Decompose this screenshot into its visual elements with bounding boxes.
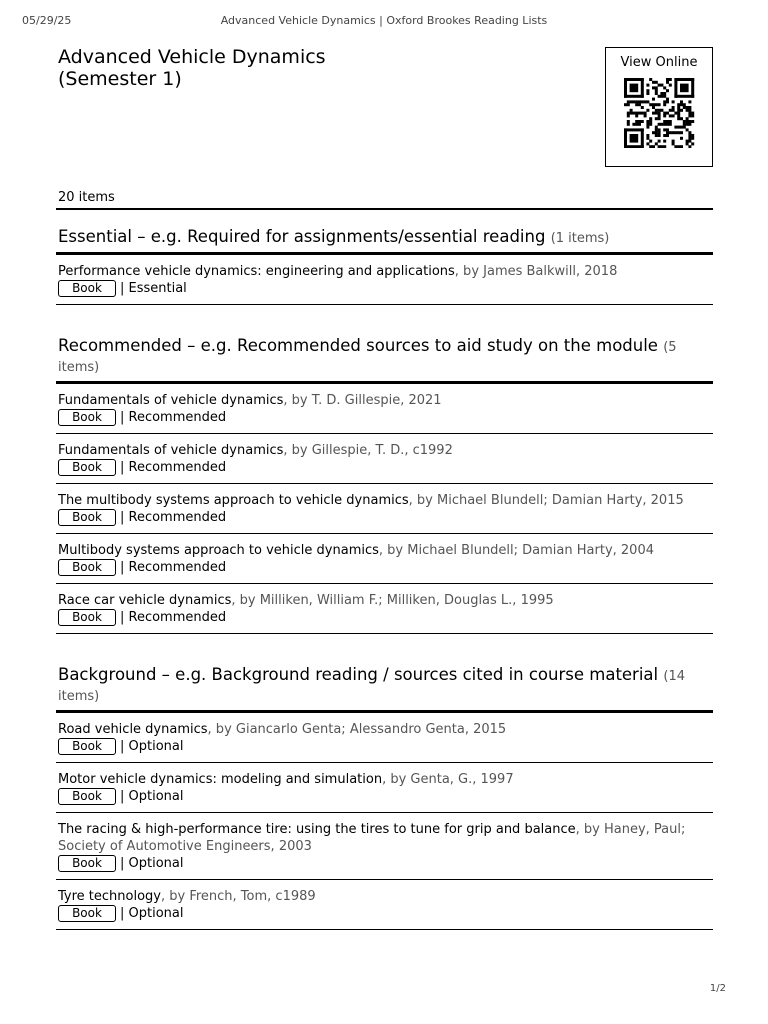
item-author: , by Milliken, William F.; Milliken, Douglas L., 1995 bbox=[231, 593, 554, 608]
item-title-link[interactable]: Motor vehicle dynamics: modeling and simulation bbox=[58, 772, 383, 787]
item-title-link[interactable]: Road vehicle dynamics bbox=[58, 722, 208, 737]
section-item-count: (14 items) bbox=[58, 669, 685, 704]
page-number: 1/2 bbox=[709, 983, 726, 994]
title-block bbox=[56, 44, 713, 190]
print-doc-title: Advanced Vehicle Dynamics | Oxford Brookes Reading Lists bbox=[220, 14, 548, 27]
item-author: , by French, Tom, c1989 bbox=[160, 889, 316, 904]
list-item bbox=[56, 763, 713, 813]
book-type-button[interactable]: Book bbox=[58, 509, 116, 526]
list-item bbox=[56, 534, 713, 584]
book-type-button[interactable]: Book bbox=[58, 559, 116, 576]
item-title-link[interactable]: Fundamentals of vehicle dynamics bbox=[58, 443, 284, 458]
section-heading-text: Recommended – e.g. Recommended sources to aid study on the module bbox=[58, 336, 658, 355]
book-type-button[interactable]: Book bbox=[58, 459, 116, 476]
item-author: , by Haney, Paul; Society of Automotive Engineers, 2003 bbox=[58, 822, 686, 854]
importance-tag: | Recommended bbox=[120, 410, 227, 425]
section-item-count: (5 items) bbox=[58, 340, 677, 375]
list-item bbox=[56, 813, 713, 880]
importance-tag: | Optional bbox=[120, 739, 184, 754]
item-author: , by Michael Blundell; Damian Harty, 2015 bbox=[408, 493, 684, 508]
book-type-button[interactable]: Book bbox=[58, 905, 116, 922]
importance-tag: | Recommended bbox=[120, 610, 227, 625]
book-type-button[interactable]: Book bbox=[58, 855, 116, 872]
section-recommended bbox=[56, 319, 713, 634]
item-title-link[interactable]: Multibody systems approach to vehicle dynamics bbox=[58, 543, 379, 558]
list-item bbox=[56, 484, 713, 534]
page-title-line1: Advanced Vehicle Dynamics bbox=[58, 46, 326, 68]
item-author: , by Giancarlo Genta; Alessandro Genta, 2015 bbox=[207, 722, 507, 737]
importance-tag: | Recommended bbox=[120, 510, 227, 525]
section-heading bbox=[56, 648, 713, 706]
item-title-link[interactable]: Race car vehicle dynamics bbox=[58, 593, 232, 608]
section-heading-text: Essential – e.g. Required for assignments/essential reading bbox=[58, 227, 546, 246]
qr-code-icon[interactable] bbox=[622, 78, 696, 148]
item-author: , by Michael Blundell; Damian Harty, 2004 bbox=[378, 543, 654, 558]
book-type-button[interactable]: Book bbox=[58, 280, 116, 297]
importance-tag: | Essential bbox=[120, 281, 187, 296]
item-author: , by James Balkwill, 2018 bbox=[454, 264, 618, 279]
book-type-button[interactable]: Book bbox=[58, 609, 116, 626]
item-title-link[interactable]: Performance vehicle dynamics: engineering and applications bbox=[58, 264, 455, 279]
importance-tag: | Optional bbox=[120, 856, 184, 871]
section-heading-text: Background – e.g. Background reading / sources cited in course material bbox=[58, 665, 664, 684]
reading-list-page bbox=[56, 44, 713, 930]
item-title-link[interactable]: Fundamentals of vehicle dynamics bbox=[58, 393, 284, 408]
item-title-link[interactable]: The multibody systems approach to vehicle dynamics bbox=[58, 493, 409, 508]
book-type-button[interactable]: Book bbox=[58, 788, 116, 805]
list-item bbox=[56, 713, 713, 763]
book-type-button[interactable]: Book bbox=[58, 409, 116, 426]
section-heading bbox=[56, 210, 713, 248]
items-count: 20 items bbox=[58, 190, 115, 205]
importance-tag: | Recommended bbox=[120, 560, 227, 575]
importance-tag: | Optional bbox=[120, 906, 184, 921]
section-background bbox=[56, 648, 713, 930]
print-date: 05/29/25 bbox=[22, 14, 72, 27]
item-title-link[interactable]: Tyre technology bbox=[58, 889, 161, 904]
item-title-link[interactable]: The racing & high-performance tire: using the tires to tune for grip and balance bbox=[58, 822, 576, 837]
list-item bbox=[56, 584, 713, 634]
book-type-button[interactable]: Book bbox=[58, 738, 116, 755]
print-header bbox=[22, 14, 746, 28]
view-online-box[interactable] bbox=[605, 47, 713, 167]
page-title bbox=[56, 44, 516, 90]
importance-tag: | Recommended bbox=[120, 460, 227, 475]
view-online-label: View Online bbox=[620, 55, 698, 70]
list-item bbox=[56, 434, 713, 484]
section-essential bbox=[56, 210, 713, 305]
list-item bbox=[56, 880, 713, 930]
importance-tag: | Optional bbox=[120, 789, 184, 804]
list-item bbox=[56, 384, 713, 434]
list-item bbox=[56, 255, 713, 305]
item-author: , by Genta, G., 1997 bbox=[382, 772, 514, 787]
section-heading bbox=[56, 319, 713, 377]
item-author: , by Gillespie, T. D., c1992 bbox=[283, 443, 453, 458]
page-title-line2: (Semester 1) bbox=[58, 68, 182, 90]
item-author: , by T. D. Gillespie, 2021 bbox=[283, 393, 442, 408]
section-item-count: (1 items) bbox=[550, 231, 610, 246]
